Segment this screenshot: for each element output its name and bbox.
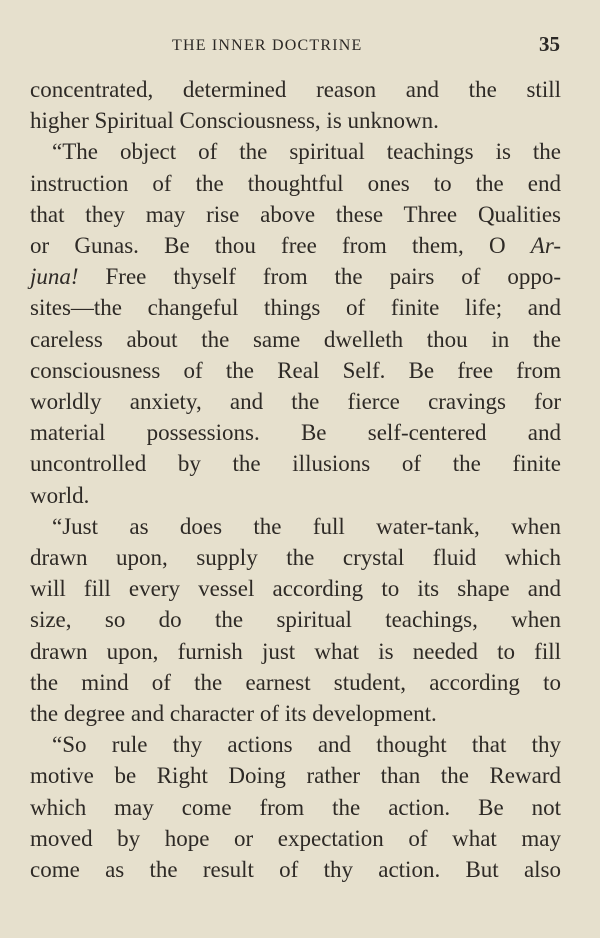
text-line: uncontrolled by the illusions of the finite: [30, 451, 561, 477]
text-line: instruction of the thoughtful ones to the end: [30, 170, 561, 196]
text-line: “Just as does the full water-tank, when: [52, 513, 561, 539]
text-line: world.: [30, 482, 90, 508]
text-line: which may come from the action. Be not: [30, 794, 561, 820]
text-fragment: Free thyself from the pairs of oppo-: [105, 264, 561, 290]
text-line: material possessions. Be self-centered and: [30, 420, 561, 446]
text-line: careless about the same dwelleth thou in the: [30, 326, 561, 352]
text-line: consciousness of the Real Self. Be free from: [30, 357, 561, 383]
text-line: motive be Right Doing rather than the Reward: [30, 763, 561, 789]
text-line: “The object of the spiritual teachings is the: [52, 139, 561, 165]
italic-name-fragment: juna!: [30, 264, 79, 290]
text-line: come as the result of thy action. But also: [30, 857, 561, 883]
text-line: “So rule thy actions and thought that thy: [52, 732, 561, 758]
text-line: concentrated, determined reason and the still: [30, 77, 561, 102]
page-header: [30, 32, 562, 60]
text-line: drawn upon, supply the crystal fluid which: [30, 545, 561, 571]
text-fragment: or Gunas. Be thou free from them, O: [30, 233, 506, 259]
text-line: will fill every vessel according to its shape and: [30, 576, 561, 602]
text-line: [30, 230, 561, 261]
page-number: 35: [539, 32, 560, 56]
text-line: higher Spiritual Consciousness, is unknown.: [30, 108, 439, 134]
text-line: sites—the changeful things of finite life; and: [30, 295, 561, 321]
text-line: [30, 261, 561, 292]
running-head: THE INNER DOCTRINE: [172, 37, 363, 54]
text-line: the degree and character of its development.: [30, 701, 437, 727]
text-line: the mind of the earnest student, according to: [30, 669, 561, 695]
text-line: moved by hope or expectation of what may: [30, 825, 561, 851]
italic-name-fragment: Ar-: [530, 233, 561, 259]
text-line: drawn upon, furnish just what is needed to fill: [30, 638, 561, 664]
text-line: that they may rise above these Three Qualities: [30, 201, 561, 227]
body-text: [30, 74, 561, 885]
text-line: worldly anxiety, and the fierce cravings for: [30, 389, 561, 415]
text-line: size, so do the spiritual teachings, when: [30, 607, 561, 633]
